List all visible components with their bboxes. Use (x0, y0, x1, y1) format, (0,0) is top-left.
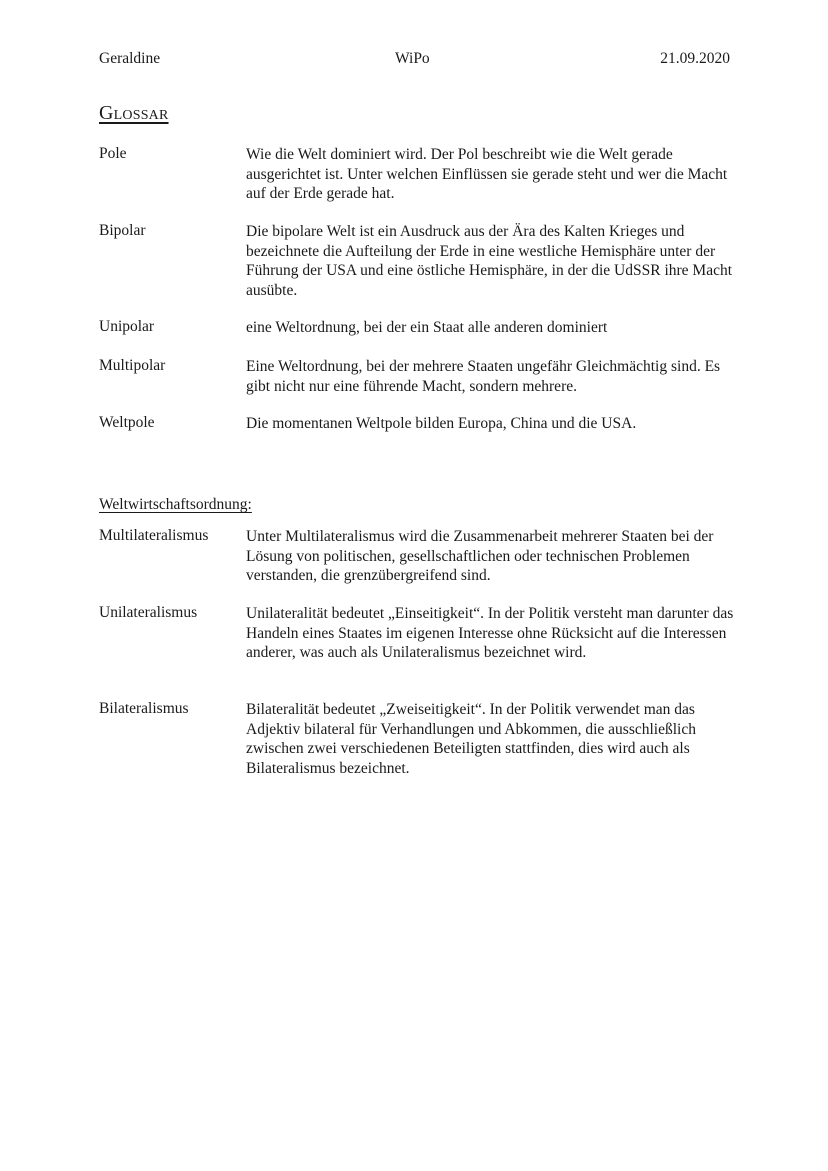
glossary-term: Multipolar (99, 357, 166, 374)
weltwirtschaft-heading: Weltwirtschaftsordnung: (99, 496, 252, 513)
glossary-definition: Die momentanen Weltpole bilden Europa, China und die USA. (246, 415, 637, 432)
document-date: 21.09.2020 (660, 50, 730, 67)
glossary-definition: Die bipolare Welt ist ein Ausdruck aus der Ära des Kalten Krieges und bezeichnete die Aufteilung der Erde in eine westliche Hemisphäre unter der Führung der USA und eine östliche Hemisphäre, in der die UdSSR ihre Macht ausübte. (246, 223, 733, 299)
glossary-definition: Unter Multilateralismus wird die Zusammenarbeit mehrerer Staaten bei der Lösung von politischen, gesellschaftlichen oder technischen Problemen verstanden, die grenzübergreifend sind. (246, 528, 714, 584)
glossar-heading: Glossar (99, 102, 169, 124)
glossary-term: Pole (99, 145, 127, 162)
page-header (99, 50, 730, 70)
glossary-definition: Wie die Welt dominiert wird. Der Pol beschreibt wie die Welt gerade ausgerichtet ist. Unter welchen Einflüssen sie gerade steht und wer die Macht auf der Erde gerade hat. (246, 146, 728, 202)
glossary-term: Weltpole (99, 414, 155, 431)
glossary-definition: Eine Weltordnung, bei der mehrere Staaten ungefähr Gleichmächtig sind. Es gibt nicht nur eine führende Macht, sondern mehrere. (246, 358, 721, 395)
glossary-definition: Bilateralität bedeutet „Zweiseitigkeit“. In der Politik verwendet man das Adjektiv bilateral für Verhandlungen und Abkommen, die ausschließlich zwischen zwei verschiedenen Beteiligten stattfinden, dies wird auch als Bilateralismus bezeichnet. (246, 701, 696, 777)
subject-label: WiPo (395, 50, 430, 67)
glossary-term: Unilateralismus (99, 604, 198, 621)
glossary-term: Unipolar (99, 318, 155, 335)
glossary-term: Multilateralismus (99, 527, 209, 544)
author-name: Geraldine (99, 50, 161, 67)
glossary-term: Bilateralismus (99, 700, 189, 717)
glossary-definition: Unilateralität bedeutet „Einseitigkeit“. In der Politik versteht man darunter das Handeln eines Staates im eigenen Interesse ohne Rücksicht auf die Interessen anderer, was auch als Unilateralismus bezeichnet wird. (246, 605, 734, 661)
glossary-term: Bipolar (99, 222, 146, 239)
glossary-definition: eine Weltordnung, bei der ein Staat alle anderen dominiert (246, 319, 608, 336)
